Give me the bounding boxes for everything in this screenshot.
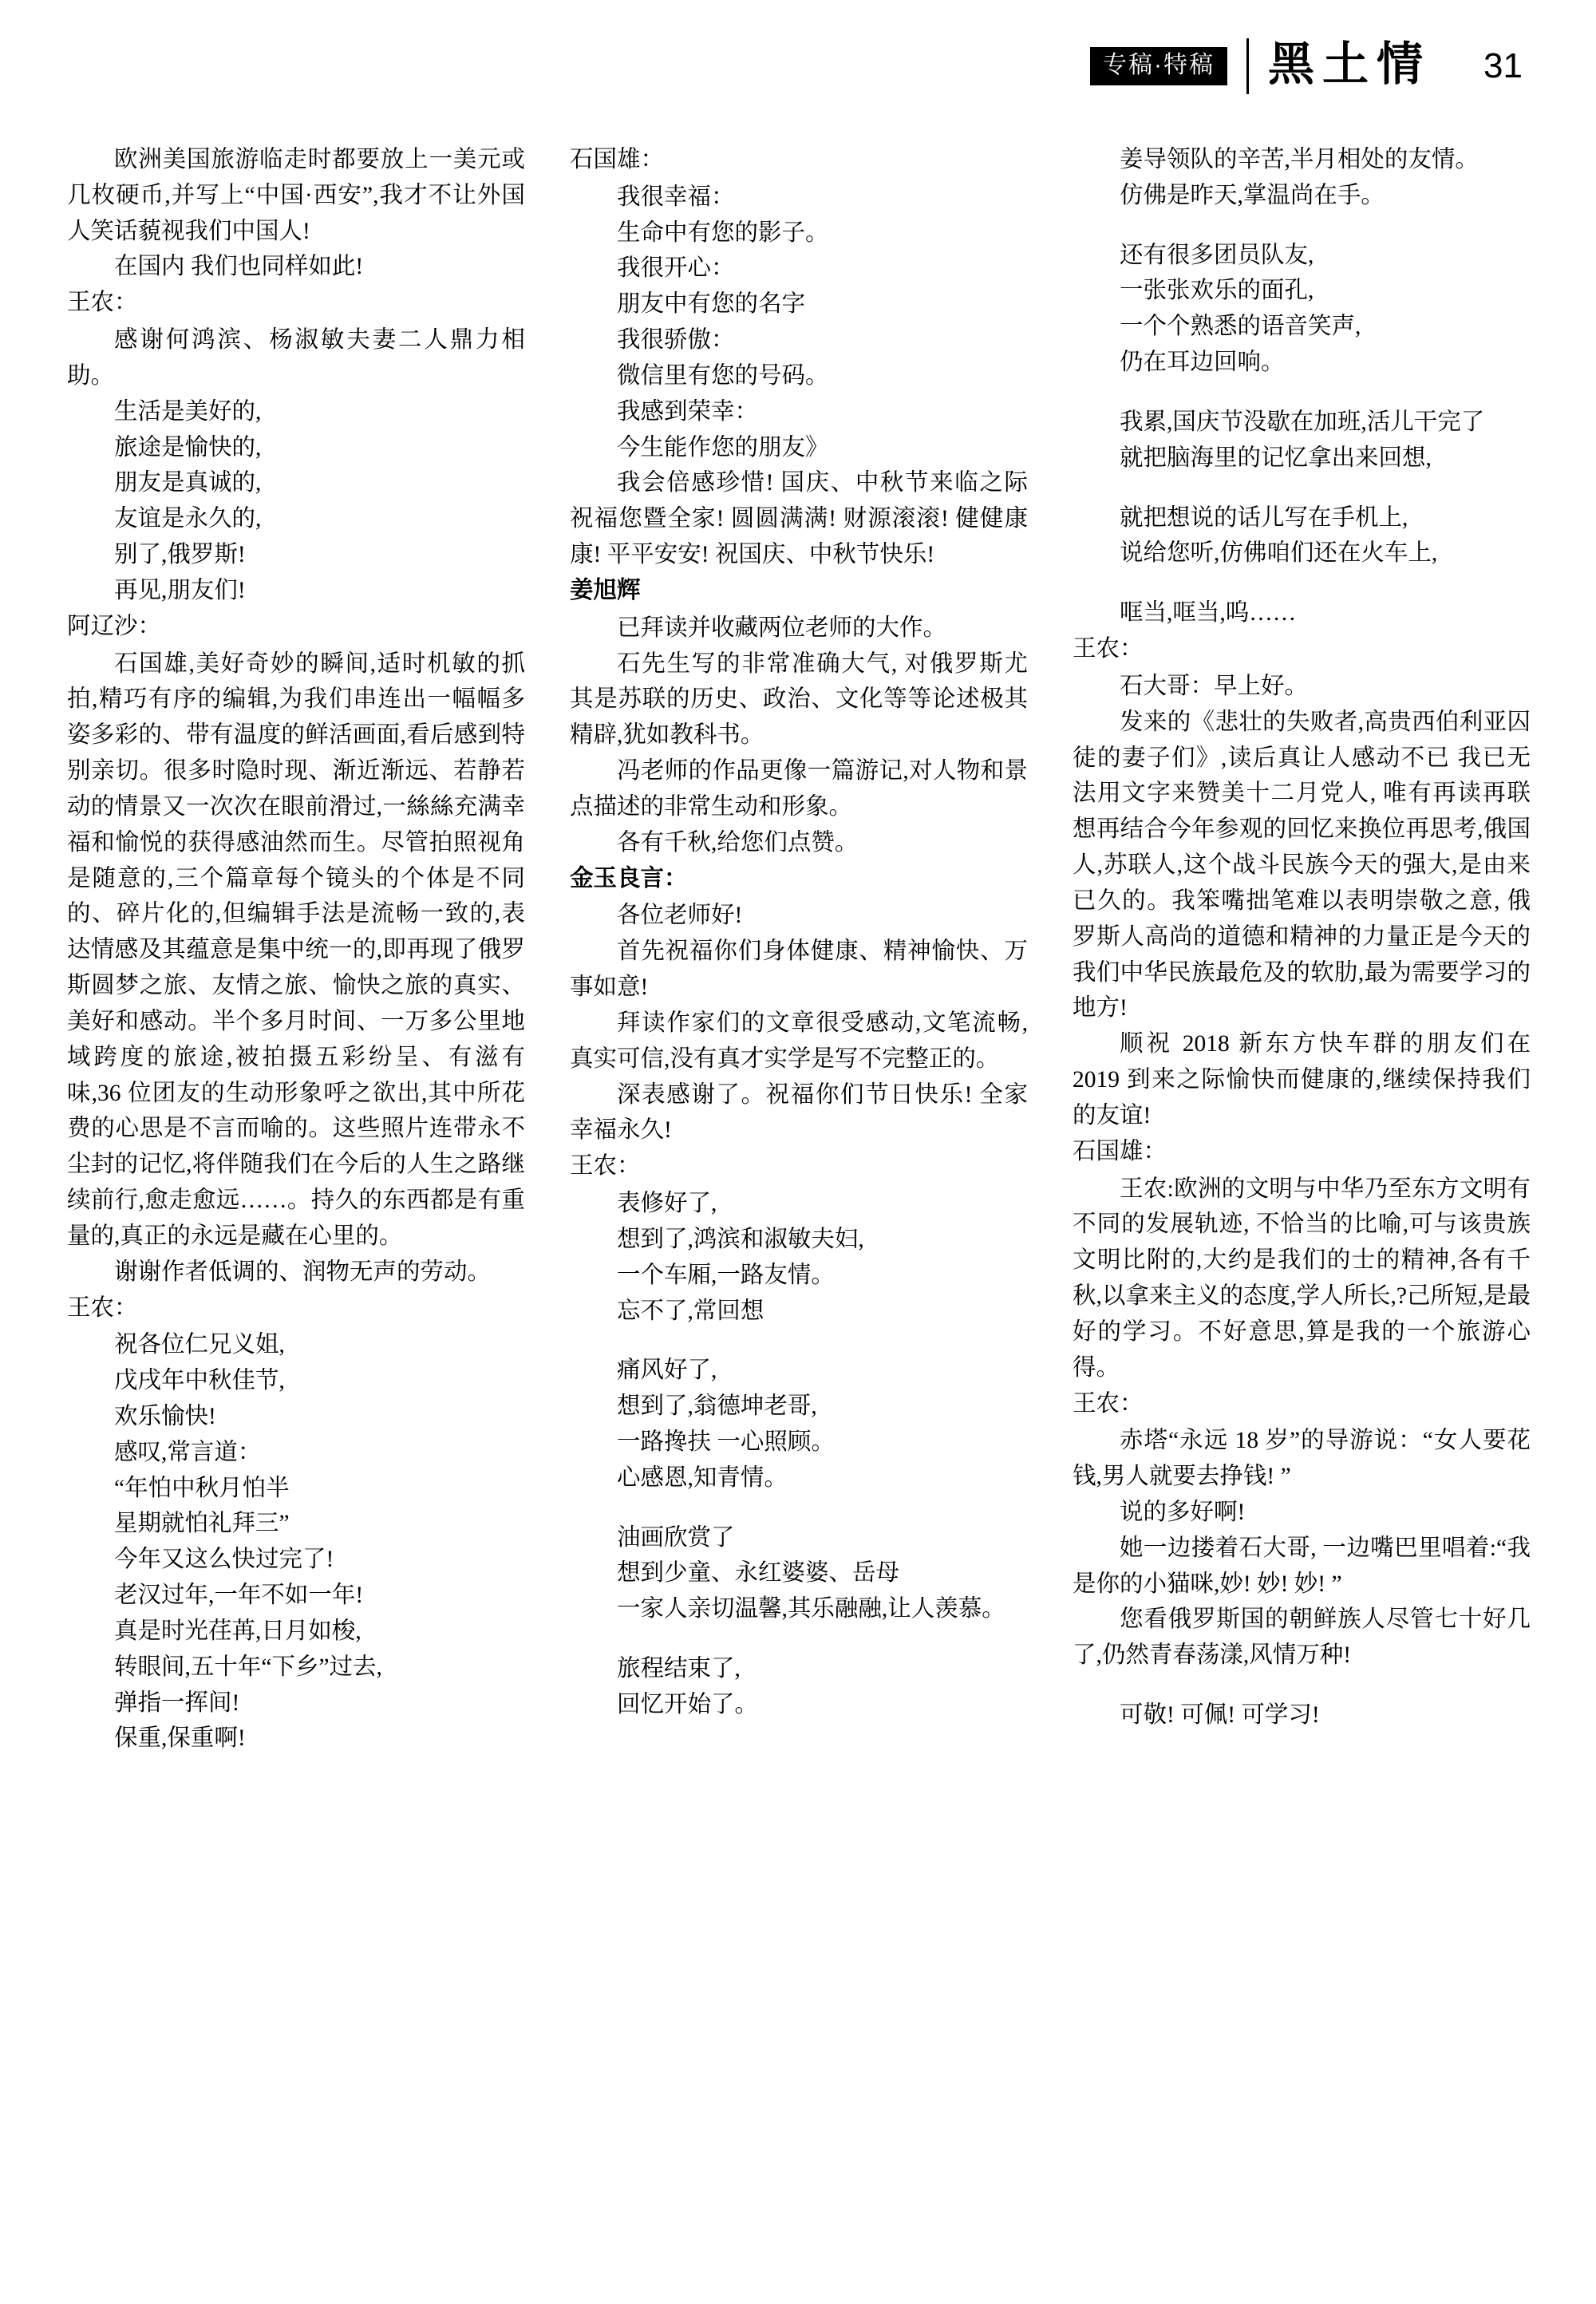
text-line: 忘不了,常回想 bbox=[617, 1298, 764, 1324]
text-line: 老汉过年,一年不如一年! bbox=[114, 1583, 364, 1609]
text-line: 别了,俄罗斯! bbox=[114, 542, 246, 568]
speaker-name: 石国雄： bbox=[1073, 1138, 1167, 1164]
speaker-block bbox=[570, 142, 1028, 573]
speaker-block bbox=[570, 573, 1028, 861]
speaker-block bbox=[1073, 1134, 1531, 1386]
text-line: 一张张欢乐的面孔, bbox=[1120, 278, 1314, 304]
line-gap bbox=[570, 1627, 1028, 1651]
text-line: 想到了,鸿滨和淑敏夫妇, bbox=[617, 1226, 864, 1252]
text-line: 一个车厢,一路友情。 bbox=[617, 1262, 835, 1288]
text-line: 王农:欧洲的文明与中华乃至东方文明有不同的发展轨迹, 不恰当的比喻,可与该贵族文明比附的,大约是我们的士的精神,各有千秋,以拿来主义的态度,学人所长,?己所短,是最好的学习。不好意思,算是我的一个旅游心得。 bbox=[1073, 1176, 1531, 1381]
text-line: 我感到荣幸： bbox=[617, 398, 759, 425]
text-line: 戊戌年中秋佳节, bbox=[114, 1368, 285, 1394]
text-line: 弹指一挥间! bbox=[114, 1689, 240, 1716]
text-line: 表修好了, bbox=[617, 1191, 717, 1217]
text-line: 星期就怕礼拜三” bbox=[114, 1511, 290, 1537]
text-line: 已拜读并收藏两位老师的大作。 bbox=[617, 615, 947, 641]
text-line: 谢谢作者低调的、润物无声的劳动。 bbox=[114, 1259, 492, 1285]
text-line: 友谊是永久的, bbox=[114, 506, 262, 532]
line-gap bbox=[570, 1496, 1028, 1520]
text-line: 可敬! 可佩! 可学习! bbox=[1120, 1702, 1320, 1729]
text-line: 我很开心： bbox=[617, 255, 735, 282]
speaker-name: 金玉良言： bbox=[570, 865, 688, 891]
speaker-block bbox=[1073, 631, 1531, 1134]
text-line: 石大哥：早上好。 bbox=[1120, 673, 1309, 699]
speaker-name: 王农： bbox=[570, 1153, 641, 1180]
text-line: 朋友中有您的名字 bbox=[617, 291, 806, 318]
speaker-name: 王农： bbox=[1073, 1390, 1144, 1417]
section-tag: 专稿·特稿 bbox=[1090, 47, 1227, 85]
page-number: 31 bbox=[1483, 46, 1523, 85]
text-line: “年怕中秋月怕半 bbox=[114, 1475, 290, 1501]
text-line: 真是时光荏苒,日月如梭, bbox=[114, 1618, 361, 1644]
text-line: 仿佛是昨天,掌温尚在手。 bbox=[1120, 182, 1385, 208]
text-line: 生活是美好的, bbox=[114, 398, 262, 425]
text-line: 拜读作家们的文章很受感动,文笔流畅,真实可信,没有真才实学是写不完整正的。 bbox=[570, 1010, 1028, 1072]
text-line: 今年又这么快过完了! bbox=[114, 1547, 334, 1573]
speaker-name: 石国雄： bbox=[570, 147, 665, 172]
speaker-name: 王农： bbox=[67, 290, 138, 316]
text-line: 生命中有您的影子。 bbox=[617, 219, 829, 246]
speaker-name: 阿辽沙： bbox=[67, 613, 162, 639]
magazine-title: 黑土情 bbox=[1268, 37, 1432, 91]
header-inner bbox=[1090, 38, 1523, 94]
text-line: 一路搀扶 一心照顾。 bbox=[617, 1429, 835, 1455]
text-line: 祝各位仁兄义姐, bbox=[114, 1332, 285, 1358]
text-line: 感谢何鸿滨、杨淑敏夫妻二人鼎力相助。 bbox=[67, 327, 525, 389]
text-line: 石先生写的非常准确大气, 对俄罗斯尤其是苏联的历史、政治、文化等等论述极其精辟,犹如教科书。 bbox=[570, 650, 1028, 749]
text-column-2 bbox=[570, 142, 1028, 2249]
text-line: 冯老师的作品更像一篇游记,对人物和景点描述的非常生动和形象。 bbox=[570, 758, 1028, 820]
text-column-1 bbox=[67, 142, 525, 2249]
text-line: 欢乐愉快! bbox=[114, 1403, 216, 1429]
line-gap bbox=[1073, 1674, 1531, 1697]
text-line: 在国内 我们也同样如此! bbox=[114, 254, 364, 280]
text-line: 我会倍感珍惜! 国庆、中秋节来临之际祝福您暨全家! 圆圆满满! 财源滚滚! 健健康康! 平平安安! 祝国庆、中秋节快乐! bbox=[570, 470, 1028, 568]
text-line: 发来的《悲壮的失败者,高贵西伯利亚囚徒的妻子们》,读后真让人感动不已 我已无法用文字来赞美十二月党人, 唯有再读再联想再结合今年参观的回忆来换位再思考,俄国人,苏联人,这个战斗民族今天的强大,是由来已久的。我笨嘴拙笔难以表明崇敬之意, 俄罗斯人高尚的道德和精神的力量正是今天的我们中华民族最危及的软肋,最为需要学习的地方! bbox=[1073, 709, 1531, 1022]
text-line: 一家人亲切温馨,其乐融融,让人羡慕。 bbox=[617, 1596, 1005, 1622]
text-line: 回忆开始了。 bbox=[617, 1691, 759, 1717]
text-line: 哐当,哐当,呜…… bbox=[1120, 600, 1297, 626]
text-line: 各位老师好! bbox=[617, 903, 743, 929]
text-line: 石国雄,美好奇妙的瞬间,适时机敏的抓拍,精巧有序的编辑,为我们串连出一幅幅多姿多彩的、带有温度的鲜活画面,看后感到特别亲切。很多时隐时现、渐近渐远、若静若动的情景又一次次在眼前滑过,一絲絲充满幸福和愉悦的获得感油然而生。尽管拍照视角是随意的,三个篇章每个镜头的个体是不同的、碎片化的,但编辑手法是流畅一致的,表达情感及其蕴意是集中统一的,即再现了俄罗斯圆梦之旅、友情之旅、愉快之旅的真实、美好和感动。半个多月时间、一万多公里地域跨度的旅途,被拍摄五彩纷呈、有滋有味,36 位团友的生动形象呼之欲出,其中所花费的心思是不言而喻的。这些照片连带永不尘封的记忆,将伴随我们在今后的人生之路继续前行,愈走愈远……。持久的东西都是有重量的,真正的永远是藏在心里的。 bbox=[67, 650, 525, 1249]
line-gap bbox=[1073, 476, 1531, 500]
text-line: 油画欣赏了 bbox=[617, 1524, 735, 1551]
speaker-block bbox=[67, 609, 525, 1290]
text-line: 欧洲美国旅游临走时都要放上一美元或几枚硬币,并写上“中国·西安”,我才不让外国人笑话藐视我们中国人! bbox=[67, 147, 525, 244]
line-gap bbox=[1073, 214, 1531, 238]
text-line: 一个个熟悉的语音笑声, bbox=[1120, 314, 1361, 340]
text-line: 心感恩,知青情。 bbox=[617, 1464, 788, 1491]
text-line: 赤塔“永远 18 岁”的导游说：“女人要花钱,男人就要去挣钱! ” bbox=[1073, 1428, 1531, 1490]
paragraph-block bbox=[1073, 142, 1531, 631]
line-gap bbox=[1073, 571, 1531, 595]
text-line: 就把脑海里的记忆拿出来回想, bbox=[1120, 445, 1432, 471]
text-line: 再见,朋友们! bbox=[114, 577, 246, 603]
text-line: 转眼间,五十年“下乡”过去, bbox=[114, 1654, 382, 1680]
text-line: 深表感谢了。祝福你们节日快乐! 全家幸福永久! bbox=[570, 1081, 1028, 1144]
text-line: 想到少童、永红婆婆、岳母 bbox=[617, 1560, 900, 1587]
text-line: 想到了,翁德坤老哥, bbox=[617, 1393, 817, 1420]
text-line: 各有千秋,给您们点赞。 bbox=[617, 829, 859, 856]
text-line: 微信里有您的号码。 bbox=[617, 362, 829, 389]
speaker-block bbox=[1073, 1386, 1531, 1733]
text-line: 姜导领队的辛苦,半月相处的友情。 bbox=[1120, 147, 1479, 172]
text-line: 痛风好了, bbox=[617, 1358, 717, 1384]
text-line: 我很骄傲： bbox=[617, 327, 735, 354]
text-line: 她一边搂着石大哥, 一边嘴巴里唱着:“我是你的小猫咪,妙! 妙! 妙! ” bbox=[1073, 1535, 1531, 1597]
text-line: 还有很多团员队友, bbox=[1120, 242, 1314, 268]
text-line: 感叹,常言道： bbox=[114, 1439, 262, 1465]
text-line: 就把想说的话儿写在手机上, bbox=[1120, 504, 1408, 531]
text-line: 我很幸福： bbox=[617, 184, 735, 210]
speaker-block bbox=[67, 1290, 525, 1757]
text-line: 首先祝福你们身体健康、精神愉快、万事如意! bbox=[570, 939, 1028, 1001]
text-line: 旅程结束了, bbox=[617, 1656, 741, 1682]
speaker-name: 姜旭辉 bbox=[570, 577, 641, 603]
text-column-3 bbox=[1073, 142, 1531, 2249]
text-line: 朋友是真诚的, bbox=[114, 470, 262, 496]
header-divider bbox=[1246, 38, 1249, 94]
speaker-name: 王农： bbox=[1073, 636, 1144, 662]
text-line: 仍在耳边回响。 bbox=[1120, 350, 1285, 376]
paragraph-block bbox=[67, 142, 525, 285]
text-line: 说的多好啊! bbox=[1120, 1499, 1246, 1525]
text-line: 我累,国庆节没歇在加班,活儿干完了 bbox=[1120, 409, 1485, 435]
text-line: 今生能作您的朋友》 bbox=[617, 434, 829, 460]
speaker-block bbox=[570, 861, 1028, 1149]
text-line: 顺祝 2018 新东方快车群的朋友们在 2019 到来之际愉快而健康的,继续保持我们的友谊! bbox=[1073, 1031, 1531, 1128]
text-line: 说给您听,仿佛咱们还在火车上, bbox=[1120, 540, 1438, 567]
text-line: 保重,保重啊! bbox=[114, 1725, 246, 1752]
text-line: 旅途是愉快的, bbox=[114, 434, 262, 460]
page-header bbox=[0, 38, 1596, 124]
line-gap bbox=[570, 1329, 1028, 1353]
speaker-name: 王农： bbox=[67, 1294, 138, 1321]
text-line: 您看俄罗斯国的朝鲜族人尽管七十好几了,仍然青春荡漾,风情万种! bbox=[1073, 1606, 1531, 1669]
line-gap bbox=[1073, 381, 1531, 405]
speaker-block bbox=[67, 285, 525, 608]
article-columns bbox=[67, 142, 1532, 2249]
speaker-block bbox=[570, 1148, 1028, 1723]
